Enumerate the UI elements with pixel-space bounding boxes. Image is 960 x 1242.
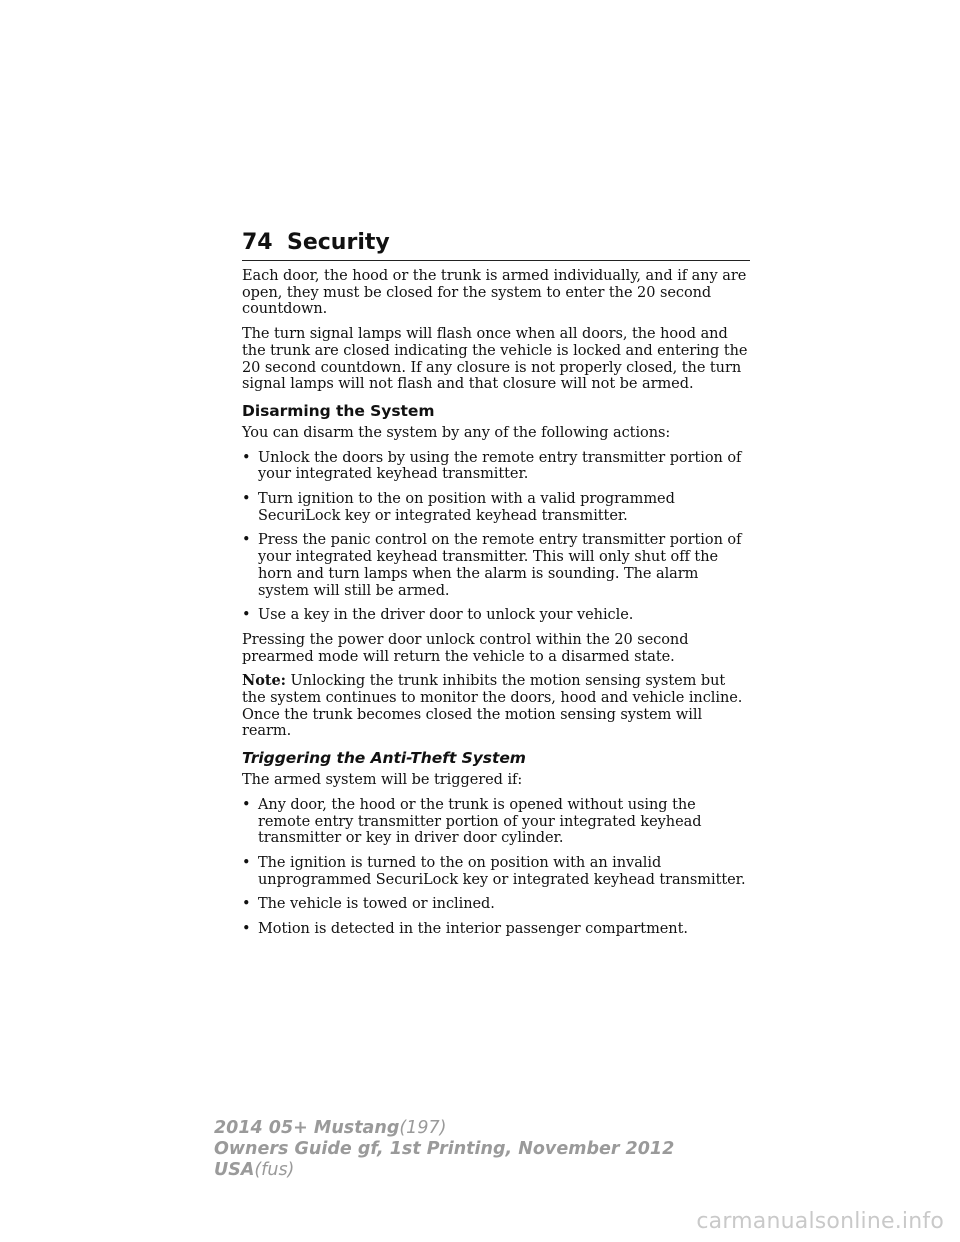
list-item — [242, 607, 750, 624]
bullet-icon: • — [242, 854, 251, 871]
disarm-actions-list — [242, 450, 750, 624]
trigger-conditions-list — [242, 797, 750, 938]
list-item — [242, 896, 750, 913]
list-item — [242, 491, 750, 524]
paragraph: The turn signal lamps will flash once when all doors, the hood and the trunk are closed indicating the vehicle is locked and entering the 20 second countdown. If any closure is not properly closed, the turn signal lamps will not flash and that closure will not be armed. — [242, 326, 748, 393]
paragraph: Pressing the power door unlock control within the 20 second prearmed mode will return the vehicle to a disarmed state. — [242, 631, 689, 665]
bullet-icon: • — [242, 896, 251, 913]
footer-line: Owners Guide gf, 1st Printing, November 2012 — [214, 1139, 675, 1159]
list-item-text: Unlock the doors by using the remote entry transmitter portion of your integrated keyhead transmitter. — [258, 449, 742, 483]
bullet-icon: • — [242, 449, 251, 466]
footer-region: USA — [214, 1160, 255, 1180]
footer-model: 2014 05+ Mustang — [214, 1118, 400, 1138]
footer-line — [214, 1118, 674, 1139]
list-item-text: Any door, the hood or the trunk is opened without using the remote entry transmitter portion of your integrated keyhead transmitter or key in driver door cylinder. — [258, 796, 702, 847]
bullet-icon: • — [242, 491, 251, 508]
paragraph: The armed system will be triggered if: — [242, 772, 523, 789]
note-text: Unlocking the trunk inhibits the motion sensing system but the system continues to monitor the doors, hood and vehicle incline. Once the trunk becomes closed the motion sensing system will rearm. — [242, 673, 743, 740]
document-footer — [214, 1118, 674, 1181]
page-content — [242, 268, 750, 946]
page-header — [242, 228, 750, 261]
footer-page-count: (197) — [399, 1118, 447, 1138]
list-item-text: The ignition is turned to the on position with an invalid unprogrammed SecuriLock key or integrated keyhead transmitter. — [258, 854, 746, 888]
list-item-text: The vehicle is towed or inclined. — [258, 896, 495, 913]
list-item — [242, 532, 750, 599]
note — [242, 673, 750, 740]
bullet-icon: • — [242, 532, 251, 549]
page-number: 74 — [242, 230, 273, 255]
list-item — [242, 855, 750, 888]
bullet-icon: • — [242, 607, 251, 624]
paragraph: You can disarm the system by any of the following actions: — [242, 424, 671, 441]
list-item-text: Press the panic control on the remote entry transmitter portion of your integrated keyhead transmitter. This will only shut off the horn and turn lamps when the alarm is sounding. The alarm system will still be armed. — [258, 532, 742, 599]
list-item — [242, 450, 750, 483]
triggering-heading: Triggering the Anti-Theft System — [242, 749, 526, 768]
site-watermark: carmanualsonline.info — [696, 1209, 944, 1234]
paragraph: Each door, the hood or the trunk is armed individually, and if any are open, they must be closed for the system to enter the 20 second countdown. — [242, 268, 747, 318]
list-item-text: Motion is detected in the interior passenger compartment. — [258, 921, 688, 938]
disarming-heading: Disarming the System — [242, 401, 435, 420]
footer-line — [214, 1160, 674, 1181]
bullet-icon: • — [242, 921, 251, 938]
bullet-icon: • — [242, 796, 251, 813]
list-item — [242, 797, 750, 847]
note-label: Note: — [242, 672, 286, 690]
section-title: Security — [287, 230, 390, 255]
footer-region-code: (fus) — [254, 1160, 295, 1180]
list-item — [242, 921, 750, 938]
list-item-text: Use a key in the driver door to unlock your vehicle. — [258, 607, 634, 624]
list-item-text: Turn ignition to the on position with a valid programmed SecuriLock key or integrated keyhead transmitter. — [258, 491, 675, 524]
